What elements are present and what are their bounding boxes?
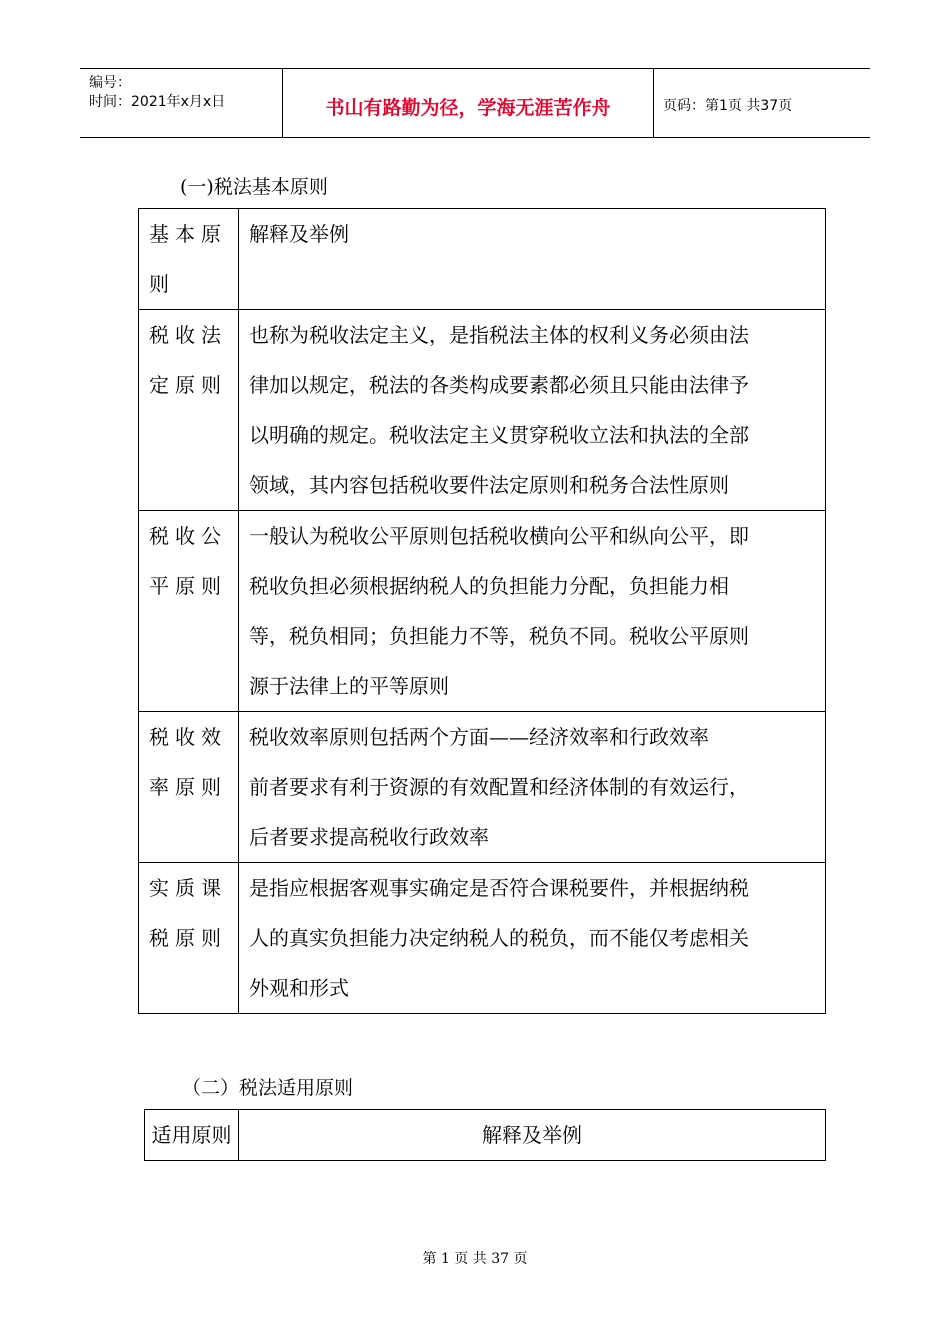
explanation-line: 前者要求有利于资源的有效配置和经济体制的有效运行， xyxy=(249,775,749,799)
header-page-info: 页码：第1页 共37页 xyxy=(663,98,793,114)
table-row xyxy=(139,511,826,712)
header-cell-explanation: 解释及举例 xyxy=(239,1110,826,1161)
explanation-line: 领域，其内容包括税收要件法定原则和税务合法性原则 xyxy=(249,473,729,497)
header-page-cell xyxy=(654,69,870,137)
document-number-label: 编号： xyxy=(89,75,131,91)
explanation-line: 税收负担必须根据纳税人的负担能力分配，负担能力相 xyxy=(249,574,729,598)
table-header-row xyxy=(139,209,826,310)
table-row xyxy=(139,863,826,1014)
explanation-line: 是指应根据客观事实确定是否符合课税要件，并根据纳税 xyxy=(249,876,749,900)
explanation-line: 外观和形式 xyxy=(249,976,349,1000)
principle-explanation xyxy=(239,712,826,863)
principle-name: 税收公平原则 xyxy=(139,511,239,712)
explanation-line: 以明确的规定。税收法定主义贯穿税收立法和执法的全部 xyxy=(249,423,749,447)
application-principles-table xyxy=(144,1109,826,1161)
header-cell-principle: 基本原则 xyxy=(139,209,239,310)
header-info-cell xyxy=(80,69,283,137)
principle-name: 实质课税原则 xyxy=(139,863,239,1014)
table-header-row xyxy=(145,1110,826,1161)
table-row xyxy=(139,712,826,863)
explanation-line: 一般认为税收公平原则包括税收横向公平和纵向公平，即 xyxy=(249,524,749,548)
header-cell-principle: 适用原则 xyxy=(145,1110,239,1161)
explanation-line: 人的真实负担能力决定纳税人的税负，而不能仅考虑相关 xyxy=(249,926,749,950)
principle-name: 税收效率原则 xyxy=(139,712,239,863)
table-row xyxy=(139,310,826,511)
explanation-line: 税收效率原则包括两个方面——经济效率和行政效率 xyxy=(249,725,709,749)
page-footer: 第 1 页 共 37 页 xyxy=(422,1251,528,1267)
section2-title: （二）税法适用原则 xyxy=(182,1077,354,1099)
explanation-line: 源于法律上的平等原则 xyxy=(249,674,449,698)
header-motto-cell xyxy=(283,69,654,137)
header-cell-explanation: 解释及举例 xyxy=(239,209,826,310)
principle-explanation xyxy=(239,511,826,712)
section1-title: (一)税法基本原则 xyxy=(180,176,328,198)
basic-principles-table xyxy=(138,208,826,1014)
principle-explanation xyxy=(239,310,826,511)
explanation-line: 后者要求提高税收行政效率 xyxy=(249,825,489,849)
principle-explanation xyxy=(239,863,826,1014)
document-date-label: 时间：2021年x月x日 xyxy=(89,94,226,110)
header-motto: 书山有路勤为径，学海无涯苦作舟 xyxy=(325,97,611,119)
page-header xyxy=(80,68,870,138)
principle-name: 税收法定原则 xyxy=(139,310,239,511)
explanation-line: 律加以规定，税法的各类构成要素都必须且只能由法律予 xyxy=(249,373,749,397)
explanation-line: 也称为税收法定主义，是指税法主体的权利义务必须由法 xyxy=(249,323,749,347)
explanation-line: 等，税负相同；负担能力不等，税负不同。税收公平原则 xyxy=(249,624,749,648)
